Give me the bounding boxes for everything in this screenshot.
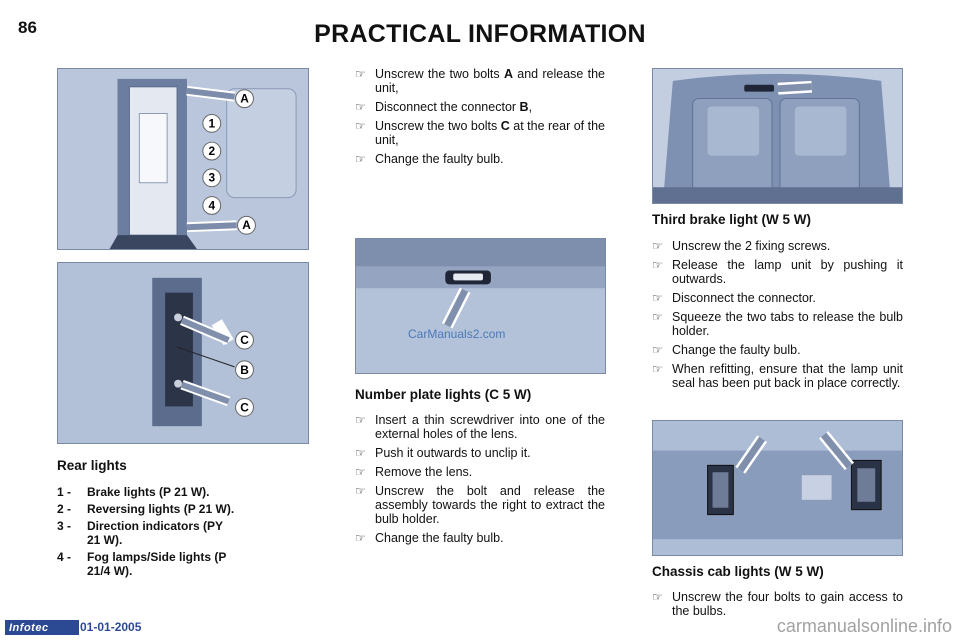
rear-lights-list xyxy=(57,485,312,581)
step-ref: C xyxy=(500,119,510,133)
step-text: and release the unit, xyxy=(375,67,606,95)
item-text: Reversing lights (P 21 W). xyxy=(87,502,235,516)
list-item xyxy=(355,152,605,166)
third-brake-steps xyxy=(652,239,903,395)
step-ref: A xyxy=(503,67,513,81)
list-item xyxy=(652,239,903,253)
pointing-hand-icon: ☞ xyxy=(652,362,663,376)
chassis-cab-heading: Chassis cab lights (W 5 W) xyxy=(652,564,824,579)
label-a-top: A xyxy=(240,91,249,106)
step-text: Unscrew the two bolts xyxy=(375,67,504,81)
pointing-hand-icon: ☞ xyxy=(652,239,663,253)
item-number: 2 - xyxy=(57,502,72,516)
number-plate-light-photo xyxy=(355,238,606,374)
pointing-hand-icon: ☞ xyxy=(355,531,366,545)
unit-removal-steps xyxy=(355,67,605,171)
step-text: Unscrew the 2 fixing screws. xyxy=(672,239,831,253)
step-text: Squeeze the two tabs to release the bulb holder. xyxy=(672,310,903,338)
step-text: Unscrew the two bolts xyxy=(375,119,501,133)
pointing-hand-icon: ☞ xyxy=(355,152,366,166)
list-item xyxy=(57,485,312,499)
item-number: 4 - xyxy=(57,550,72,564)
step-text: Change the faulty bulb. xyxy=(375,531,504,545)
list-item xyxy=(355,67,605,95)
step-text: Unscrew the four bolts to gain access to the bulbs. xyxy=(672,590,903,618)
list-item xyxy=(355,531,605,545)
item-number: 3 - xyxy=(57,519,72,533)
pointing-hand-icon: ☞ xyxy=(355,413,366,427)
list-item xyxy=(355,446,605,460)
label-b: B xyxy=(240,362,249,377)
step-text: Remove the lens. xyxy=(375,465,473,479)
pointing-hand-icon: ☞ xyxy=(652,258,663,272)
item-text: Direction indicators (PY 21 W). xyxy=(87,519,223,547)
list-item xyxy=(355,100,605,114)
item-text: Brake lights (P 21 W). xyxy=(87,485,210,499)
list-item xyxy=(652,343,903,357)
step-text: Change the faulty bulb. xyxy=(375,152,504,166)
pointing-hand-icon: ☞ xyxy=(355,67,366,81)
list-item xyxy=(652,590,903,618)
step-text: Unscrew the bolt and release the assembly towards the right to extract the bulb holder. xyxy=(375,484,605,526)
list-item xyxy=(355,413,605,441)
third-brake-light-photo xyxy=(652,68,903,204)
pointing-hand-icon: ☞ xyxy=(355,100,366,114)
chassis-cab-light-photo xyxy=(652,420,903,556)
page-title: PRACTICAL INFORMATION xyxy=(314,20,646,48)
step-text: Insert a thin screwdriver into one of the external holes of the lens. xyxy=(375,413,605,441)
pointing-hand-icon: ☞ xyxy=(652,310,663,324)
label-3: 3 xyxy=(208,170,216,185)
number-plate-heading: Number plate lights (C 5 W) xyxy=(355,387,532,402)
label-c-bottom: C xyxy=(240,400,249,415)
list-item xyxy=(355,119,605,147)
list-item xyxy=(652,291,903,305)
list-item xyxy=(57,502,312,516)
rear-lights-heading: Rear lights xyxy=(57,458,127,473)
list-item xyxy=(652,258,903,286)
step-text: Disconnect the connector xyxy=(375,100,520,114)
footer-date: 01-01-2005 xyxy=(80,620,142,634)
infotec-logo: Infotec xyxy=(5,620,79,635)
step-text: at the rear of the unit, xyxy=(375,119,606,147)
page-number: 86 xyxy=(18,18,37,37)
pointing-hand-icon: ☞ xyxy=(652,590,663,604)
label-1: 1 xyxy=(208,116,216,131)
list-item xyxy=(57,550,312,578)
pointing-hand-icon: ☞ xyxy=(355,119,366,133)
pointing-hand-icon: ☞ xyxy=(652,291,663,305)
step-text: Change the faulty bulb. xyxy=(672,343,801,357)
step-text: Disconnect the connector. xyxy=(672,291,816,305)
list-item xyxy=(355,484,605,526)
label-a-bottom: A xyxy=(242,218,251,233)
list-item xyxy=(652,310,903,338)
item-text: Fog lamps/Side lights (P 21/4 W). xyxy=(87,550,227,578)
rear-connector-photo xyxy=(57,262,309,444)
list-item xyxy=(57,519,312,547)
label-2: 2 xyxy=(208,144,216,159)
step-text: Release the lamp unit by pushing it outwards. xyxy=(672,258,903,286)
watermark-center: CarManuals2.com xyxy=(408,327,506,341)
number-plate-steps xyxy=(355,413,605,550)
third-brake-heading: Third brake light (W 5 W) xyxy=(652,212,811,227)
pointing-hand-icon: ☞ xyxy=(652,343,663,357)
pointing-hand-icon: ☞ xyxy=(355,465,366,479)
step-text: , xyxy=(528,100,533,114)
step-text: When refitting, ensure that the lamp unit seal has been put back in place correctly. xyxy=(672,362,903,390)
label-c-top: C xyxy=(240,333,249,348)
list-item xyxy=(652,362,903,390)
watermark-bottom: carmanualsonline.info xyxy=(776,616,952,636)
step-text: Push it outwards to unclip it. xyxy=(375,446,531,460)
label-4: 4 xyxy=(208,198,216,213)
rear-light-photo xyxy=(57,68,309,250)
list-item xyxy=(355,465,605,479)
pointing-hand-icon: ☞ xyxy=(355,484,366,498)
step-ref: B xyxy=(519,100,529,114)
pointing-hand-icon: ☞ xyxy=(355,446,366,460)
item-number: 1 - xyxy=(57,485,72,499)
